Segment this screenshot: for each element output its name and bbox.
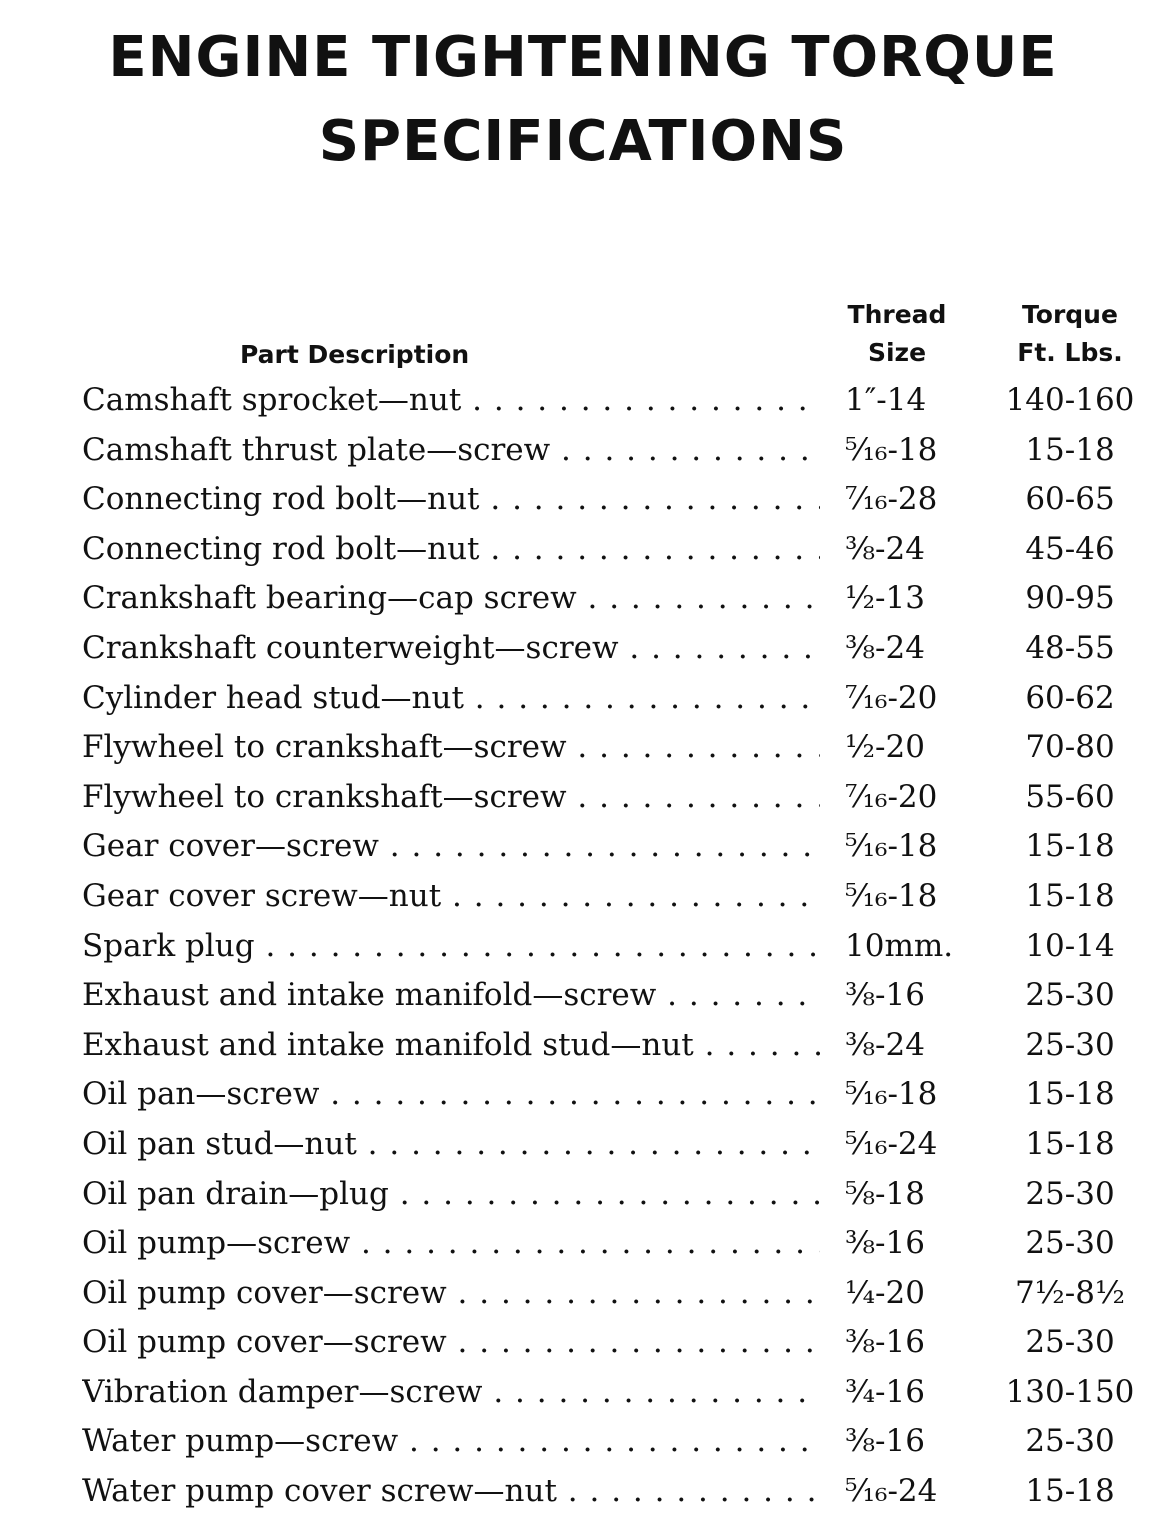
column-header-part-description: Part Description bbox=[240, 340, 470, 369]
part-description: Water pump—screw . . . bbox=[82, 1417, 820, 1467]
part-description: Oil pump cover—screw . . . bbox=[82, 1318, 820, 1368]
part-description: Gear cover screw—nut . . . bbox=[82, 872, 820, 922]
torque-value: 25-30 bbox=[1025, 1324, 1115, 1361]
table-row bbox=[82, 1219, 1152, 1269]
part-description: Flywheel to crankshaft—screw . . . bbox=[82, 773, 820, 823]
column-header-torque-line-1: Torque bbox=[1022, 300, 1118, 329]
torque-value: 70-80 bbox=[1025, 729, 1115, 766]
table-row bbox=[82, 475, 1152, 525]
table-row bbox=[82, 723, 1152, 773]
part-description: Connecting rod bolt—nut . . . bbox=[82, 475, 820, 525]
part-description: Crankshaft counterweight—screw . . . bbox=[82, 624, 820, 674]
part-description: Spark plug . . . bbox=[82, 922, 820, 972]
torque-value: 60-62 bbox=[1025, 679, 1115, 716]
table-row bbox=[82, 773, 1152, 823]
part-description: Oil pan stud—nut . . . bbox=[82, 1120, 820, 1170]
thread-size: ⁵⁄₁₆-18 bbox=[845, 828, 938, 865]
torque-value: 7½-8½ bbox=[1014, 1274, 1125, 1311]
torque-value: 25-30 bbox=[1025, 977, 1115, 1014]
table-row bbox=[82, 1467, 1152, 1517]
thread-size: ⅜-24 bbox=[845, 629, 925, 666]
table-row bbox=[82, 525, 1152, 575]
thread-size: ⅜-16 bbox=[845, 1423, 925, 1460]
table-row bbox=[82, 1417, 1152, 1467]
thread-size: ⅜-16 bbox=[845, 1324, 925, 1361]
table-row bbox=[82, 1021, 1152, 1071]
table-row bbox=[82, 1318, 1152, 1368]
thread-size: ⅜-24 bbox=[845, 530, 925, 567]
torque-table bbox=[82, 376, 1152, 1517]
table-row bbox=[82, 1368, 1152, 1418]
table-row bbox=[82, 1269, 1152, 1319]
thread-size: 1″-14 bbox=[845, 382, 927, 418]
thread-size: ⁷⁄₁₆-20 bbox=[845, 679, 938, 716]
table-row bbox=[82, 574, 1152, 624]
part-description: Gear cover—screw . . . bbox=[82, 822, 820, 872]
table-row bbox=[82, 1070, 1152, 1120]
thread-size: ⁷⁄₁₆-28 bbox=[845, 481, 938, 518]
part-description: Oil pump—screw . . . bbox=[82, 1219, 820, 1269]
column-header-thread-size bbox=[832, 296, 962, 372]
thread-size: ⁷⁄₁₆-20 bbox=[845, 778, 938, 815]
torque-value: 45-46 bbox=[1025, 530, 1115, 567]
torque-value: 15-18 bbox=[1025, 828, 1115, 865]
torque-value: 130-150 bbox=[1005, 1373, 1135, 1410]
column-header-thread-line-2: Size bbox=[867, 338, 927, 367]
thread-size: ⁵⁄₁₆-18 bbox=[845, 431, 938, 468]
table-row bbox=[82, 822, 1152, 872]
thread-size: ¼-20 bbox=[845, 1274, 925, 1311]
torque-value: 25-30 bbox=[1025, 1026, 1115, 1063]
part-description: Cylinder head stud—nut . . . bbox=[82, 674, 820, 724]
part-description: Exhaust and intake manifold—screw . . . bbox=[82, 971, 820, 1021]
column-header-thread-line-1: Thread bbox=[847, 300, 947, 329]
table-row bbox=[82, 624, 1152, 674]
page-title-line-2: SPECIFICATIONS bbox=[318, 109, 848, 174]
table-row bbox=[82, 426, 1152, 476]
torque-value: 90-95 bbox=[1025, 580, 1115, 617]
part-description: Exhaust and intake manifold stud—nut . . . bbox=[82, 1021, 820, 1071]
part-description: Oil pan drain—plug . . . bbox=[82, 1170, 820, 1220]
table-row bbox=[82, 971, 1152, 1021]
table-row bbox=[82, 872, 1152, 922]
table-row bbox=[82, 376, 1152, 426]
torque-value: 140-160 bbox=[1005, 382, 1135, 418]
torque-value: 60-65 bbox=[1025, 481, 1115, 518]
page-title-line-1: ENGINE TIGHTENING TORQUE bbox=[108, 25, 1058, 90]
thread-size: ⁵⁄₁₆-18 bbox=[845, 877, 938, 914]
thread-size: ½-13 bbox=[845, 580, 925, 617]
torque-value: 15-18 bbox=[1025, 877, 1115, 914]
table-row bbox=[82, 674, 1152, 724]
table-row bbox=[82, 1170, 1152, 1220]
torque-value: 25-30 bbox=[1025, 1225, 1115, 1262]
torque-value: 25-30 bbox=[1025, 1423, 1115, 1460]
thread-size: ⅜-24 bbox=[845, 1026, 925, 1063]
table-row bbox=[82, 1120, 1152, 1170]
part-description: Camshaft sprocket—nut . . . bbox=[82, 376, 820, 426]
thread-size: ⁵⁄₁₆-24 bbox=[845, 1125, 938, 1162]
thread-size: ¾-16 bbox=[845, 1373, 925, 1410]
thread-size: ½-20 bbox=[845, 729, 925, 766]
torque-value: 15-18 bbox=[1025, 1473, 1115, 1510]
torque-value: 48-55 bbox=[1025, 629, 1115, 666]
part-description: Flywheel to crankshaft—screw . . . bbox=[82, 723, 820, 773]
part-description: Oil pan—screw . . . bbox=[82, 1070, 820, 1120]
thread-size: ⅝-18 bbox=[845, 1175, 925, 1212]
torque-value: 55-60 bbox=[1025, 778, 1115, 815]
part-description: Oil pump cover—screw . . . bbox=[82, 1269, 820, 1319]
torque-value: 15-18 bbox=[1025, 1125, 1115, 1162]
column-header-torque bbox=[995, 296, 1145, 372]
thread-size: 10mm. bbox=[845, 927, 954, 964]
thread-size: ⅜-16 bbox=[845, 1225, 925, 1262]
torque-value: 10-14 bbox=[1025, 927, 1115, 964]
table-row bbox=[82, 922, 1152, 972]
torque-value: 15-18 bbox=[1025, 1076, 1115, 1113]
thread-size: ⁵⁄₁₆-18 bbox=[845, 1076, 938, 1113]
part-description: Connecting rod bolt—nut . . . bbox=[82, 525, 820, 575]
thread-size: ⅜-16 bbox=[845, 977, 925, 1014]
torque-value: 15-18 bbox=[1025, 431, 1115, 468]
column-header-torque-line-2: Ft. Lbs. bbox=[1017, 338, 1123, 367]
part-description: Camshaft thrust plate—screw . . . bbox=[82, 426, 820, 476]
thread-size: ⁵⁄₁₆-24 bbox=[845, 1473, 938, 1510]
part-description: Vibration damper—screw . . . bbox=[82, 1368, 820, 1418]
part-description: Crankshaft bearing—cap screw . . . bbox=[82, 574, 820, 624]
part-description: Water pump cover screw—nut . . . bbox=[82, 1467, 820, 1517]
torque-value: 25-30 bbox=[1025, 1175, 1115, 1212]
